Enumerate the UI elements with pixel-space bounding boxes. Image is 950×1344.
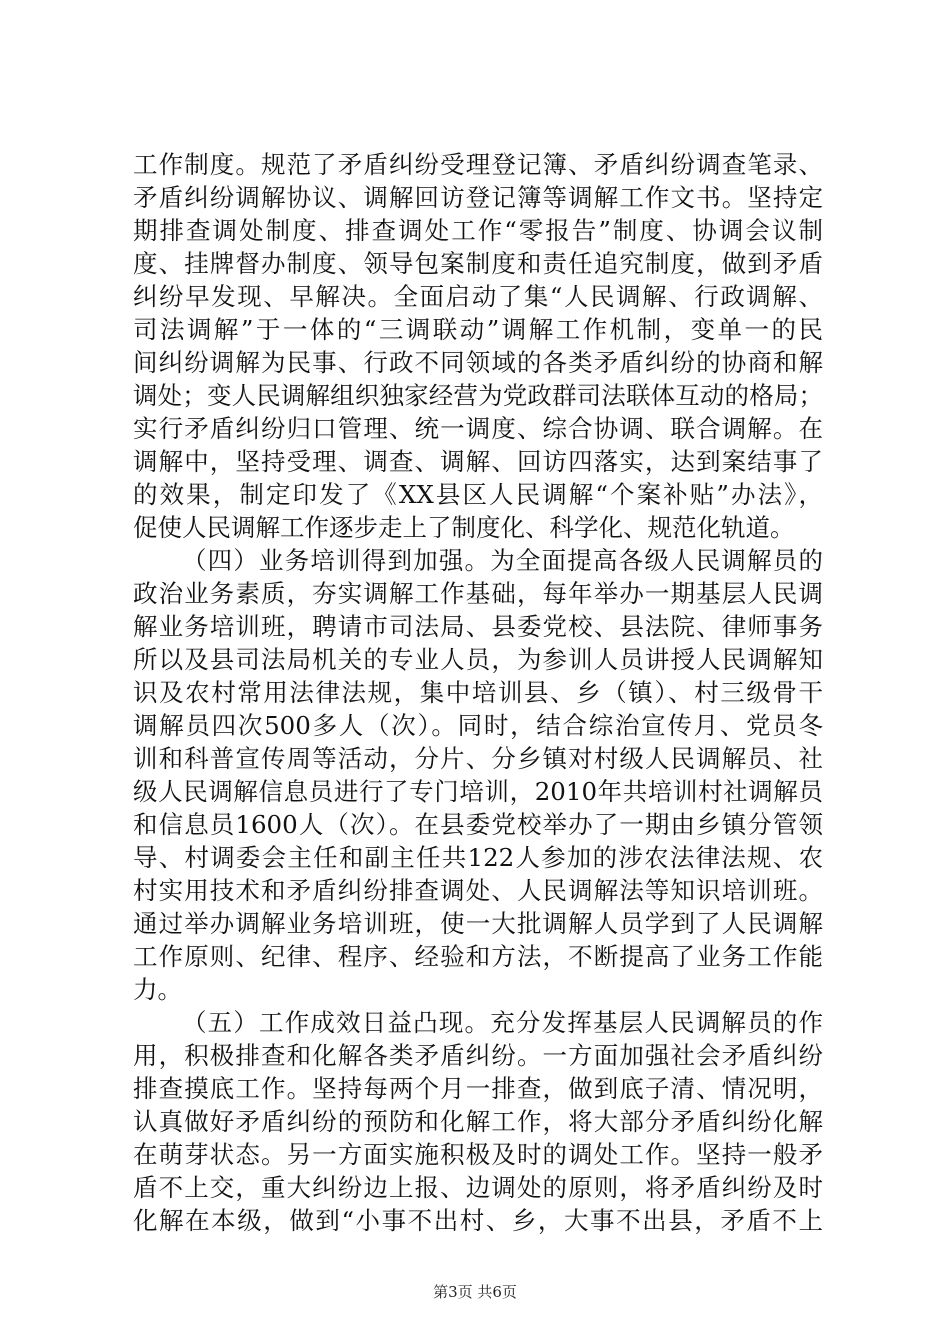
text-line: 工作制度。规范了矛盾纠纷受理登记簿、矛盾纠纷调查笔录、	[133, 150, 823, 179]
text-line: 纠纷早发现、早解决。全面启动了集“人民调解、行政调解、	[133, 282, 823, 311]
page-footer	[0, 1282, 950, 1302]
text-line: 调解员四次500多人（次）。同时，结合综治宣传月、党员冬	[133, 711, 823, 740]
text-line: 认真做好矛盾纠纷的预防和化解工作，将大部分矛盾纠纷化解	[133, 1107, 823, 1136]
text-line: 解业务培训班，聘请市司法局、县委党校、县法院、律师事务	[133, 612, 823, 641]
text-line: 期排查调处制度、排查调处工作“零报告”制度、协调会议制	[133, 216, 823, 245]
text-line: 调解中，坚持受理、调查、调解、回访四落实，达到案结事了	[133, 447, 823, 476]
text-line: 盾不上交，重大纠纷边上报、边调处的原则，将矛盾纠纷及时	[133, 1173, 823, 1202]
text-line: 促使人民调解工作逐步走上了制度化、科学化、规范化轨道。	[133, 513, 795, 542]
text-line: 间纠纷调解为民事、行政不同领域的各类矛盾纠纷的协商和解	[133, 348, 823, 377]
page-number-label: 第3页 共6页	[433, 1283, 517, 1301]
text-line: 实行矛盾纠纷归口管理、统一调度、综合协调、联合调解。在	[133, 414, 823, 443]
text-line: 排查摸底工作。坚持每两个月一排查，做到底子清、情况明，	[133, 1074, 823, 1103]
text-line: 度、挂牌督办制度、领导包案制度和责任追究制度，做到矛盾	[133, 249, 823, 278]
text-line: 矛盾纠纷调解协议、调解回访登记簿等调解工作文书。坚持定	[133, 183, 823, 212]
text-line: 的效果，制定印发了《XX县区人民调解“个案补贴”办法》，	[133, 480, 823, 509]
paragraph-heading-line: （五）工作成效日益凸现。充分发挥基层人民调解员的作	[182, 1008, 823, 1037]
text-line: 在萌芽状态。另一方面实施积极及时的调处工作。坚持一般矛	[133, 1140, 823, 1169]
text-line: 级人民调解信息员进行了专门培训，2010年共培训村社调解员	[133, 777, 823, 806]
text-line: 导、村调委会主任和副主任共122人参加的涉农法律法规、农	[133, 843, 823, 872]
text-line: 训和科普宣传周等活动，分片、分乡镇对村级人民调解员、社	[133, 744, 823, 773]
text-line: 用，积极排查和化解各类矛盾纠纷。一方面加强社会矛盾纠纷	[133, 1041, 823, 1070]
text-line: 和信息员1600人（次）。在县委党校举办了一期由乡镇分管领	[133, 810, 823, 839]
text-line: 识及农村常用法律法规，集中培训县、乡（镇）、村三级骨干	[133, 678, 823, 707]
text-line: 工作原则、纪律、程序、经验和方法，不断提高了业务工作能	[133, 942, 823, 971]
body-text	[133, 148, 823, 1237]
text-line: 通过举办调解业务培训班，使一大批调解人员学到了人民调解	[133, 909, 823, 938]
text-line: 所以及县司法局机关的专业人员，为参训人员讲授人民调解知	[133, 645, 823, 674]
paragraph-heading-line: （四）业务培训得到加强。为全面提高各级人民调解员的	[182, 546, 823, 575]
text-line: 力。	[133, 975, 182, 1004]
text-line: 调处；变人民调解组织独家经营为党政群司法联体互动的格局；	[133, 381, 823, 410]
text-line: 化解在本级，做到“小事不出村、乡，大事不出县，矛盾不上	[133, 1206, 823, 1235]
text-line: 司法调解”于一体的“三调联动”调解工作机制，变单一的民	[133, 315, 823, 344]
text-line: 村实用技术和矛盾纠纷排查调处、人民调解法等知识培训班。	[133, 876, 823, 905]
text-line: 政治业务素质，夯实调解工作基础，每年举办一期基层人民调	[133, 579, 823, 608]
